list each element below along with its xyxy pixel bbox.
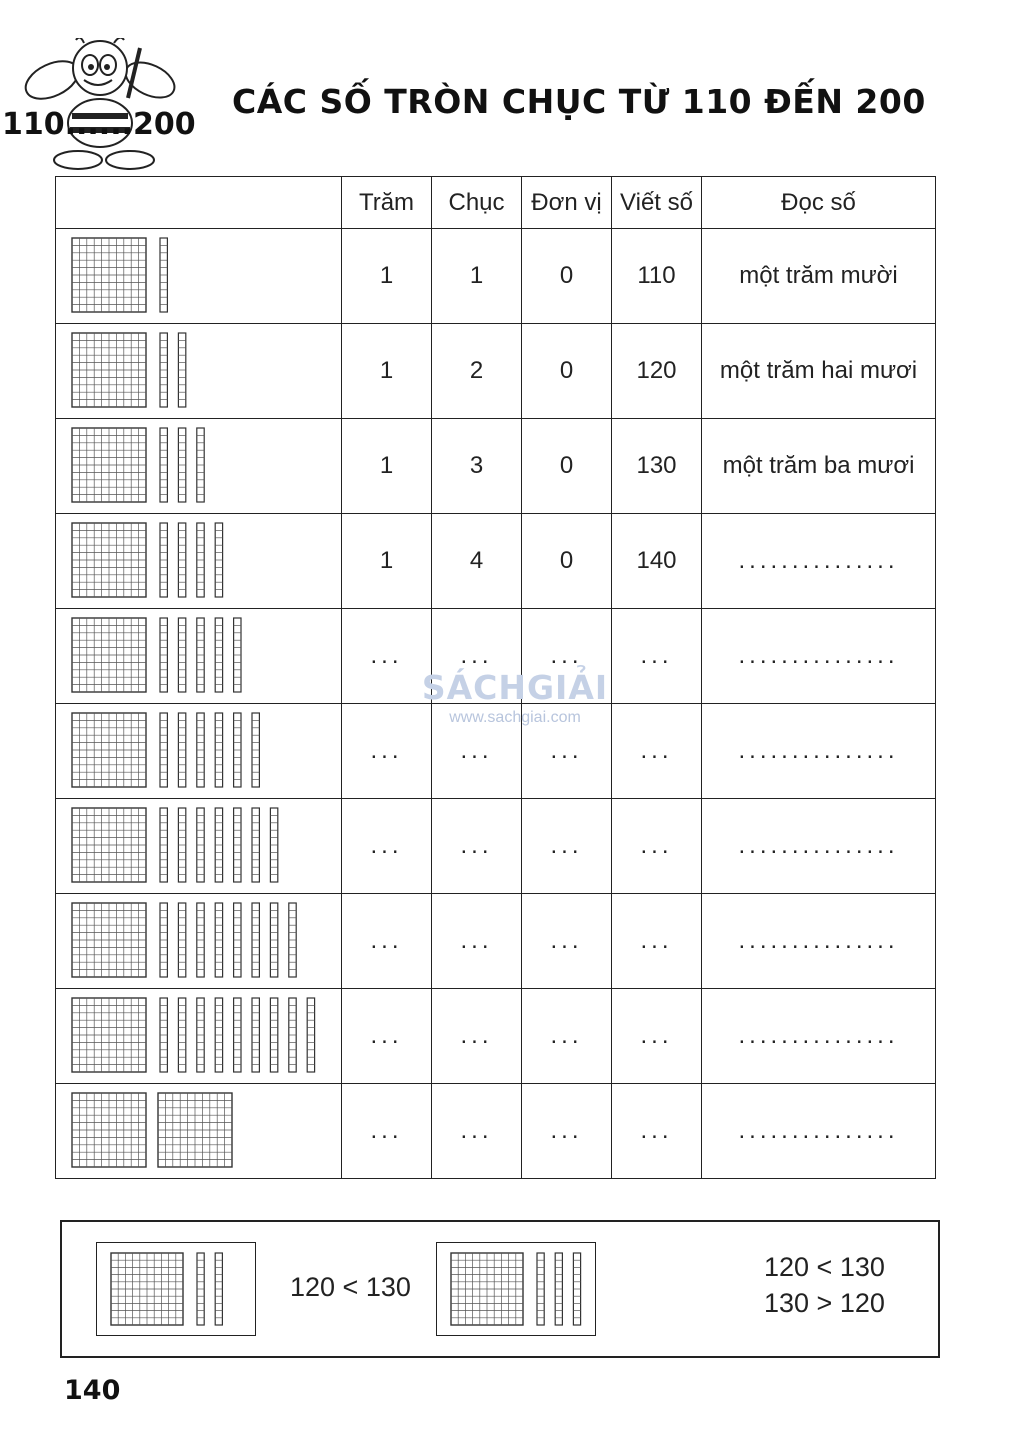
cell-viet-so-blank[interactable]: ...: [612, 609, 702, 704]
header-doc-so: Đọc số: [702, 177, 936, 229]
cell-doc-so-blank[interactable]: ...............: [702, 704, 936, 799]
ten-rod: [289, 998, 296, 1072]
ten-rod: [215, 1253, 222, 1325]
cell-chuc-blank[interactable]: ...: [432, 609, 522, 704]
cell-doc-so-blank[interactable]: ...............: [702, 1084, 936, 1179]
blocks-picture: [56, 324, 342, 419]
comparison-box: [60, 1220, 940, 1358]
ten-rod: [234, 618, 241, 692]
table-row: [56, 1084, 936, 1179]
ten-rod: [215, 618, 222, 692]
cell-chuc-blank[interactable]: ...: [432, 989, 522, 1084]
watermark-url: www.sachgiai.com: [449, 709, 581, 726]
cell-viet-so-blank[interactable]: ...: [612, 989, 702, 1084]
cell-doc-so: một trăm mười: [702, 229, 936, 324]
ten-rod: [215, 998, 222, 1072]
cell-viet-so-blank[interactable]: ...: [612, 799, 702, 894]
ten-rod: [270, 808, 277, 882]
ten-rod: [197, 903, 204, 977]
comparison-middle-text: 120 < 130: [290, 1272, 411, 1302]
ten-rod: [307, 998, 314, 1072]
blocks-picture: [56, 894, 342, 989]
ten-rod: [197, 1253, 204, 1325]
hundred-block: [451, 1253, 523, 1325]
cell-chuc: 4: [432, 514, 522, 609]
cell-viet-so-blank[interactable]: ...: [612, 894, 702, 989]
ten-rod: [215, 808, 222, 882]
hundred-block: [72, 523, 146, 597]
hundred-block: [72, 808, 146, 882]
ten-rod: [252, 903, 259, 977]
ten-rod: [178, 713, 185, 787]
cell-don-vi-blank[interactable]: ...: [522, 799, 612, 894]
bee-mascot-illustration: [0, 38, 220, 178]
cell-don-vi-blank[interactable]: ...: [522, 989, 612, 1084]
cell-don-vi-blank[interactable]: ...: [522, 609, 612, 704]
ten-rod: [160, 333, 167, 407]
table-row: [56, 894, 936, 989]
ten-rod: [160, 238, 167, 312]
header-picture: [56, 177, 342, 229]
table-header-row: [56, 177, 936, 229]
hundred-block: [72, 618, 146, 692]
cell-tram-blank[interactable]: ...: [342, 799, 432, 894]
ten-rod: [178, 808, 185, 882]
cell-don-vi-blank[interactable]: ...: [522, 1084, 612, 1179]
hundred-block: [111, 1253, 183, 1325]
cell-don-vi: 0: [522, 514, 612, 609]
ten-rod: [270, 903, 277, 977]
cell-tram: 1: [342, 419, 432, 514]
ten-rod: [289, 903, 296, 977]
ten-rod: [178, 618, 185, 692]
ten-rod: [160, 713, 167, 787]
hundred-block: [72, 428, 146, 502]
hundred-block: [72, 333, 146, 407]
cell-viet-so-blank[interactable]: ...: [612, 1084, 702, 1179]
cell-don-vi: 0: [522, 229, 612, 324]
comparison-result-line-1: 120 < 130: [764, 1252, 885, 1282]
ten-rod: [160, 808, 167, 882]
table-row: [56, 419, 936, 514]
ten-rod: [178, 523, 185, 597]
ten-rod: [178, 998, 185, 1072]
ten-rod: [160, 523, 167, 597]
ten-rod: [573, 1253, 580, 1325]
cell-tram-blank[interactable]: ...: [342, 894, 432, 989]
cell-chuc: 2: [432, 324, 522, 419]
cell-tram-blank[interactable]: ...: [342, 1084, 432, 1179]
hundred-block: [158, 1093, 232, 1167]
header-viet-so: Viết số: [612, 177, 702, 229]
hundred-block: [72, 238, 146, 312]
mascot-caption: 110......200: [2, 107, 196, 142]
blocks-picture: [56, 1084, 342, 1179]
cell-doc-so: một trăm ba mươi: [702, 419, 936, 514]
ten-rod: [252, 998, 259, 1072]
cell-don-vi: 0: [522, 324, 612, 419]
cell-don-vi: 0: [522, 419, 612, 514]
blocks-picture: [56, 704, 342, 799]
table-row: [56, 609, 936, 704]
cell-chuc-blank[interactable]: ...: [432, 704, 522, 799]
blocks-picture: [56, 609, 342, 704]
header-chuc: Chục: [432, 177, 522, 229]
comparison-picture-right: [436, 1242, 596, 1336]
cell-viet-so: 120: [612, 324, 702, 419]
cell-chuc-blank[interactable]: ...: [432, 1084, 522, 1179]
ten-rod: [160, 998, 167, 1072]
cell-viet-so: 140: [612, 514, 702, 609]
cell-tram: 1: [342, 324, 432, 419]
cell-doc-so-blank[interactable]: ...............: [702, 894, 936, 989]
ten-rod: [234, 808, 241, 882]
ten-rod: [160, 618, 167, 692]
cell-tram: 1: [342, 514, 432, 609]
header-don-vi: Đơn vị: [522, 177, 612, 229]
hundred-block: [72, 903, 146, 977]
ten-rod: [178, 428, 185, 502]
ten-rod: [197, 428, 204, 502]
blocks-picture: [56, 799, 342, 894]
cell-don-vi-blank[interactable]: ...: [522, 894, 612, 989]
ten-rod: [234, 713, 241, 787]
watermark-logo: SÁCHGIẢI: [421, 668, 609, 707]
cell-tram-blank[interactable]: ...: [342, 989, 432, 1084]
table-row: [56, 514, 936, 609]
cell-doc-so: một trăm hai mươi: [702, 324, 936, 419]
ten-rod: [252, 713, 259, 787]
ten-rod: [197, 618, 204, 692]
cell-tram-blank[interactable]: ...: [342, 609, 432, 704]
hundred-block: [72, 713, 146, 787]
blocks-picture: [56, 229, 342, 324]
cell-doc-so-blank[interactable]: ...............: [702, 989, 936, 1084]
ten-rod: [270, 998, 277, 1072]
ten-rod: [178, 903, 185, 977]
comparison-result-line-2: 130 > 120: [764, 1288, 885, 1318]
ten-rod: [197, 523, 204, 597]
ten-rod: [252, 808, 259, 882]
ten-rod: [197, 713, 204, 787]
ten-rod: [234, 903, 241, 977]
ten-rod: [215, 713, 222, 787]
page-title: CÁC SỐ TRÒN CHỤC TỪ 110 ĐẾN 200: [232, 82, 926, 121]
cell-viet-so: 130: [612, 419, 702, 514]
cell-doc-so-blank[interactable]: ...............: [702, 799, 936, 894]
cell-tram-blank[interactable]: ...: [342, 704, 432, 799]
ten-rod: [234, 998, 241, 1072]
ten-rod: [215, 903, 222, 977]
ten-rod: [215, 523, 222, 597]
cell-viet-so: 110: [612, 229, 702, 324]
comparison-picture-left: [96, 1242, 256, 1336]
ten-rod: [197, 808, 204, 882]
page-number: 140: [64, 1375, 121, 1406]
table-row: [56, 704, 936, 799]
ten-rod: [555, 1253, 562, 1325]
table-row: [56, 989, 936, 1084]
cell-viet-so-blank[interactable]: ...: [612, 704, 702, 799]
cell-don-vi-blank[interactable]: ...: [522, 704, 612, 799]
cell-doc-so-blank[interactable]: ...............: [702, 609, 936, 704]
cell-chuc-blank[interactable]: ...: [432, 894, 522, 989]
blocks-picture: [56, 514, 342, 609]
cell-chuc-blank[interactable]: ...: [432, 799, 522, 894]
ten-rod: [160, 428, 167, 502]
blocks-picture: [56, 989, 342, 1084]
table-row: [56, 324, 936, 419]
cell-doc-so-blank[interactable]: ...............: [702, 514, 936, 609]
ten-rod: [178, 333, 185, 407]
blocks-picture: [56, 419, 342, 514]
ten-rod: [537, 1253, 544, 1325]
hundred-block: [72, 1093, 146, 1167]
place-value-table: [55, 176, 936, 1179]
ten-rod: [160, 903, 167, 977]
header-tram: Trăm: [342, 177, 432, 229]
cell-chuc: 3: [432, 419, 522, 514]
cell-chuc: 1: [432, 229, 522, 324]
hundred-block: [72, 998, 146, 1072]
ten-rod: [197, 998, 204, 1072]
cell-tram: 1: [342, 229, 432, 324]
table-row: [56, 799, 936, 894]
table-row: [56, 229, 936, 324]
